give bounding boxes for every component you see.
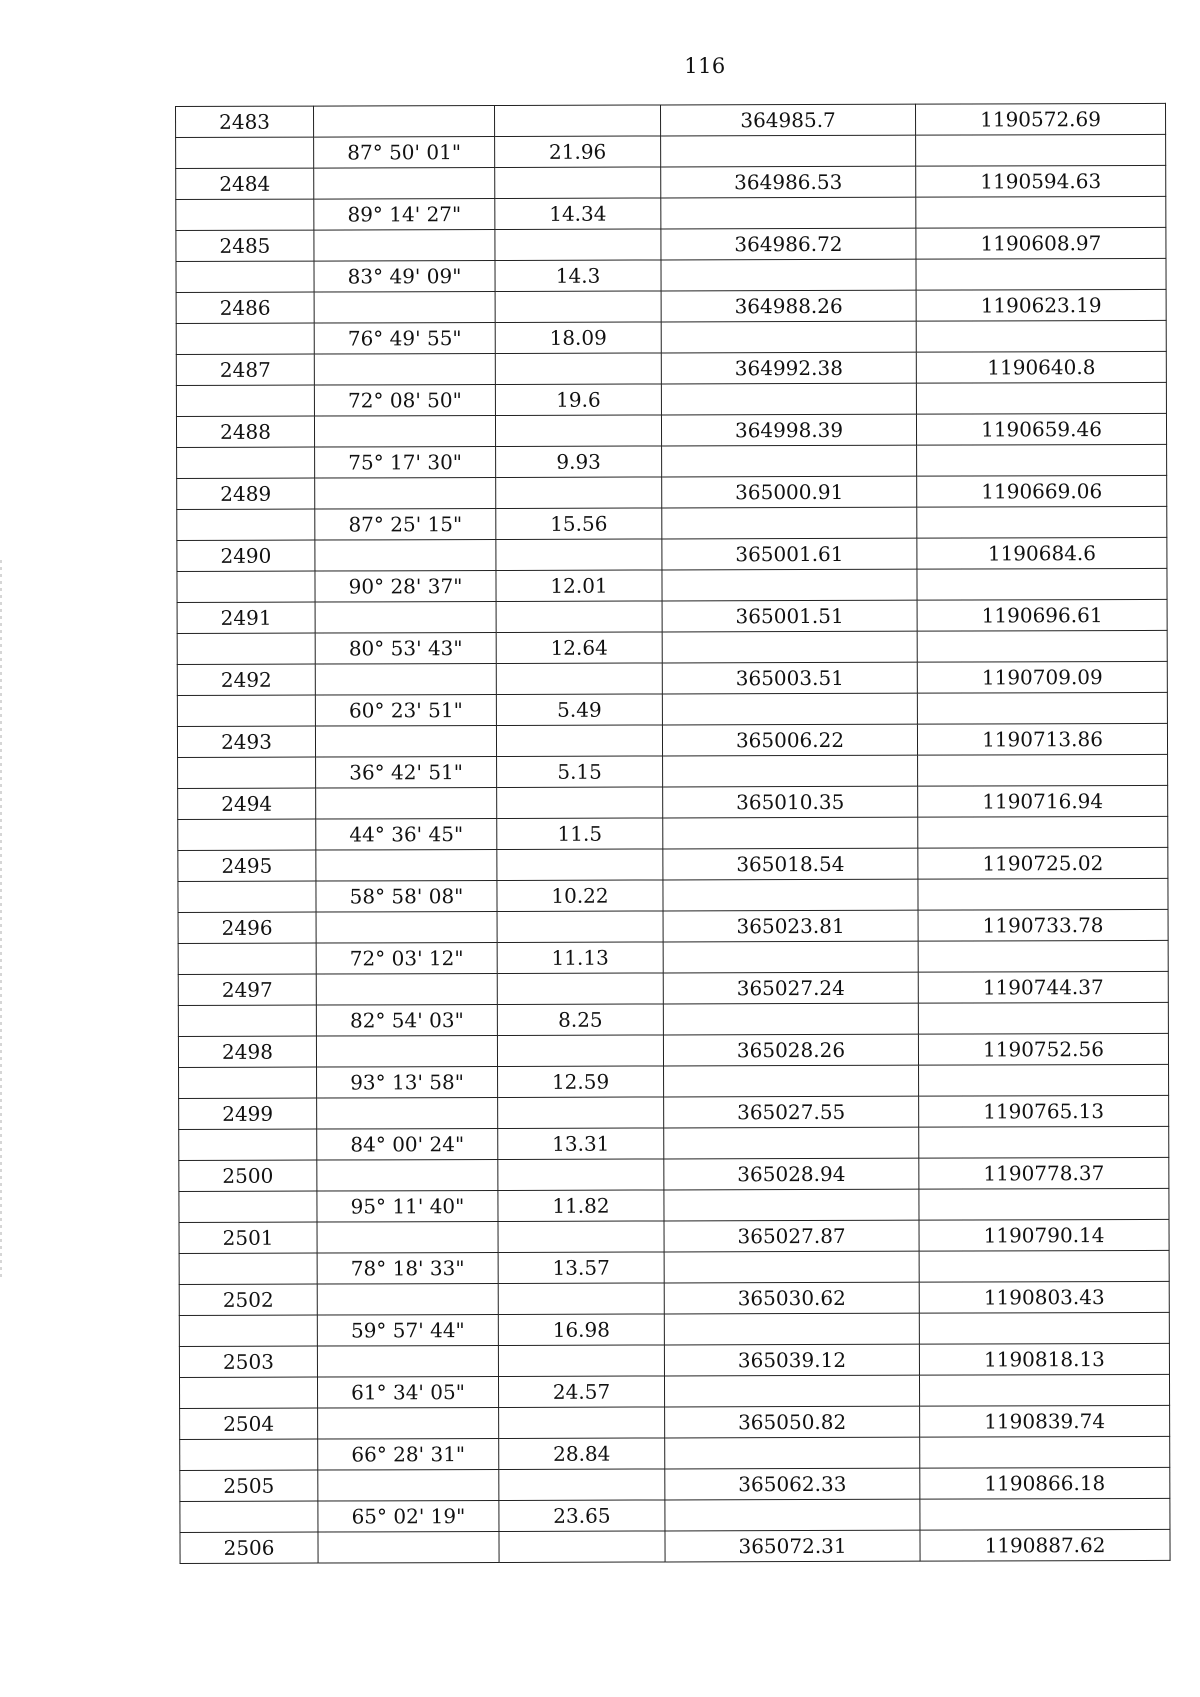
- x-coordinate-cell: [664, 1375, 919, 1407]
- y-coordinate-cell: [919, 1188, 1169, 1220]
- y-coordinate-cell: 1190659.46: [916, 413, 1166, 445]
- distance-cell: 14.34: [495, 198, 661, 230]
- bearing-angle-cell: 95° 11' 40": [317, 1190, 498, 1222]
- bearing-angle-cell: [317, 1283, 498, 1315]
- y-coordinate-cell: [918, 940, 1168, 972]
- x-coordinate-cell: [661, 135, 916, 167]
- x-coordinate-cell: 365027.55: [664, 1096, 919, 1128]
- y-coordinate-cell: 1190752.56: [918, 1033, 1168, 1065]
- segment-row: [179, 1312, 1169, 1346]
- x-coordinate-cell: [661, 197, 916, 229]
- x-coordinate-cell: 365000.91: [662, 476, 917, 508]
- y-coordinate-cell: [918, 1002, 1168, 1034]
- x-coordinate-cell: [664, 1189, 919, 1221]
- point-id-cell: 2499: [179, 1098, 317, 1129]
- bearing-angle-cell: [315, 539, 496, 571]
- coordinate-table: [175, 103, 1171, 1564]
- y-coordinate-cell: [918, 816, 1168, 848]
- point-id-cell: 2484: [176, 168, 314, 199]
- bearing-angle-cell: 60° 23' 51": [315, 694, 496, 726]
- point-id-cell: [176, 385, 314, 416]
- point-id-cell: [178, 943, 316, 974]
- point-id-cell: [179, 1253, 317, 1284]
- y-coordinate-cell: [917, 444, 1167, 476]
- y-coordinate-cell: [917, 692, 1167, 724]
- point-row: [179, 1219, 1169, 1253]
- x-coordinate-cell: 364992.38: [661, 352, 916, 384]
- bearing-angle-cell: [314, 415, 495, 447]
- bearing-angle-cell: [315, 663, 496, 695]
- bearing-angle-cell: [316, 849, 497, 881]
- point-id-cell: [176, 199, 314, 230]
- bearing-angle-cell: [317, 1097, 498, 1129]
- segment-row: [178, 754, 1168, 788]
- segment-row: [176, 196, 1166, 230]
- point-id-cell: 2483: [176, 106, 314, 137]
- point-id-cell: 2505: [180, 1470, 318, 1501]
- distance-cell: [497, 973, 663, 1005]
- x-coordinate-cell: 365072.31: [665, 1530, 920, 1562]
- distance-cell: [496, 539, 662, 571]
- distance-cell: [498, 1097, 664, 1129]
- bearing-angle-cell: 78° 18' 33": [317, 1252, 498, 1284]
- point-row: [178, 785, 1168, 819]
- x-coordinate-cell: 365028.94: [664, 1158, 919, 1190]
- y-coordinate-cell: 1190684.6: [917, 537, 1167, 569]
- y-coordinate-cell: 1190623.19: [916, 289, 1166, 321]
- point-id-cell: [177, 447, 315, 478]
- bearing-angle-cell: [315, 477, 496, 509]
- y-coordinate-cell: 1190608.97: [916, 227, 1166, 259]
- point-id-cell: [180, 1501, 318, 1532]
- point-id-cell: [179, 1067, 317, 1098]
- y-coordinate-cell: 1190778.37: [919, 1157, 1169, 1189]
- distance-cell: [497, 787, 663, 819]
- y-coordinate-cell: [917, 568, 1167, 600]
- bearing-angle-cell: 75° 17' 30": [315, 446, 496, 478]
- distance-cell: 19.6: [495, 384, 661, 416]
- bearing-angle-cell: 87° 50' 01": [314, 136, 495, 168]
- point-id-cell: 2485: [176, 230, 314, 261]
- point-id-cell: [177, 509, 315, 540]
- point-id-cell: 2503: [179, 1346, 317, 1377]
- point-id-cell: 2487: [176, 354, 314, 385]
- x-coordinate-cell: [662, 693, 917, 725]
- x-coordinate-cell: [661, 259, 916, 291]
- x-coordinate-cell: 364998.39: [661, 414, 916, 446]
- y-coordinate-cell: [916, 258, 1166, 290]
- segment-row: [179, 1188, 1169, 1222]
- point-row: [179, 1095, 1169, 1129]
- distance-cell: [496, 725, 662, 757]
- y-coordinate-cell: 1190640.8: [916, 351, 1166, 383]
- distance-cell: 11.13: [497, 942, 663, 974]
- bearing-angle-cell: [317, 1159, 498, 1191]
- y-coordinate-cell: [920, 1498, 1170, 1530]
- y-coordinate-cell: 1190594.63: [916, 165, 1166, 197]
- x-coordinate-cell: 365023.81: [663, 910, 918, 942]
- y-coordinate-cell: [918, 878, 1168, 910]
- segment-row: [176, 258, 1166, 292]
- bearing-angle-cell: 84° 00' 24": [317, 1128, 498, 1160]
- distance-cell: [497, 911, 663, 943]
- segment-row: [177, 506, 1167, 540]
- y-coordinate-cell: 1190669.06: [917, 475, 1167, 507]
- distance-cell: [499, 1407, 665, 1439]
- x-coordinate-cell: 365001.61: [662, 538, 917, 570]
- x-coordinate-cell: 365001.51: [662, 600, 917, 632]
- point-row: [179, 1343, 1169, 1377]
- table-body: [176, 103, 1171, 1563]
- point-row: [176, 351, 1166, 385]
- point-id-cell: 2493: [177, 726, 315, 757]
- bearing-angle-cell: [314, 291, 495, 323]
- point-row: [176, 165, 1166, 199]
- x-coordinate-cell: [663, 817, 918, 849]
- distance-cell: 28.84: [499, 1438, 665, 1470]
- distance-cell: [498, 1345, 664, 1377]
- distance-cell: 9.93: [496, 446, 662, 478]
- bearing-angle-cell: 44° 36' 45": [316, 818, 497, 850]
- point-id-cell: 2495: [178, 850, 316, 881]
- point-id-cell: 2488: [176, 416, 314, 447]
- x-coordinate-cell: [664, 1313, 919, 1345]
- point-id-cell: [179, 1377, 317, 1408]
- distance-cell: 14.3: [495, 260, 661, 292]
- scan-edge-artifact: [0, 560, 2, 1280]
- distance-cell: [496, 477, 662, 509]
- point-id-cell: 2506: [180, 1532, 318, 1563]
- distance-cell: 13.31: [498, 1128, 664, 1160]
- distance-cell: 16.98: [498, 1314, 664, 1346]
- distance-cell: [497, 1035, 663, 1067]
- distance-cell: [499, 1531, 665, 1563]
- x-coordinate-cell: 364988.26: [661, 290, 916, 322]
- point-row: [178, 909, 1168, 943]
- distance-cell: [499, 1469, 665, 1501]
- distance-cell: [495, 105, 661, 137]
- y-coordinate-cell: [919, 1126, 1169, 1158]
- distance-cell: 15.56: [496, 508, 662, 540]
- point-row: [180, 1405, 1170, 1439]
- y-coordinate-cell: 1190709.09: [917, 661, 1167, 693]
- bearing-angle-cell: 83° 49' 09": [314, 260, 495, 292]
- distance-cell: 21.96: [495, 136, 661, 168]
- distance-cell: 11.5: [497, 818, 663, 850]
- point-row: [177, 723, 1167, 757]
- x-coordinate-cell: 364985.7: [660, 104, 915, 136]
- y-coordinate-cell: [917, 506, 1167, 538]
- point-id-cell: [179, 1129, 317, 1160]
- distance-cell: [497, 849, 663, 881]
- bearing-angle-cell: [314, 229, 495, 261]
- segment-row: [179, 1064, 1169, 1098]
- y-coordinate-cell: 1190572.69: [915, 103, 1165, 135]
- y-coordinate-cell: 1190803.43: [919, 1281, 1169, 1313]
- y-coordinate-cell: [916, 382, 1166, 414]
- point-id-cell: 2496: [178, 912, 316, 943]
- x-coordinate-cell: [664, 1251, 919, 1283]
- distance-cell: 10.22: [497, 880, 663, 912]
- x-coordinate-cell: 365027.87: [664, 1220, 919, 1252]
- x-coordinate-cell: [664, 1127, 919, 1159]
- segment-row: [177, 692, 1167, 726]
- point-row: [179, 1281, 1169, 1315]
- y-coordinate-cell: 1190790.14: [919, 1219, 1169, 1251]
- point-row: [177, 537, 1167, 571]
- distance-cell: [495, 415, 661, 447]
- bearing-angle-cell: 72° 08' 50": [314, 384, 495, 416]
- segment-row: [176, 320, 1166, 354]
- segment-row: [180, 1498, 1170, 1532]
- point-row: [177, 599, 1167, 633]
- y-coordinate-cell: [916, 196, 1166, 228]
- point-id-cell: [179, 1315, 317, 1346]
- point-row: [178, 971, 1168, 1005]
- point-id-cell: 2497: [178, 974, 316, 1005]
- x-coordinate-cell: 364986.53: [661, 166, 916, 198]
- distance-cell: 12.64: [496, 632, 662, 664]
- bearing-angle-cell: 72° 03' 12": [316, 942, 497, 974]
- segment-row: [177, 568, 1167, 602]
- point-id-cell: [177, 633, 315, 664]
- bearing-angle-cell: [317, 1221, 498, 1253]
- segment-row: [178, 816, 1168, 850]
- distance-cell: 5.49: [496, 694, 662, 726]
- point-row: [179, 1157, 1169, 1191]
- point-id-cell: 2502: [179, 1284, 317, 1315]
- point-id-cell: 2491: [177, 602, 315, 633]
- x-coordinate-cell: 365027.24: [663, 972, 918, 1004]
- point-id-cell: 2500: [179, 1160, 317, 1191]
- bearing-angle-cell: [315, 725, 496, 757]
- distance-cell: 24.57: [498, 1376, 664, 1408]
- bearing-angle-cell: 61° 34' 05": [317, 1376, 498, 1408]
- y-coordinate-cell: 1190866.18: [920, 1467, 1170, 1499]
- distance-cell: 11.82: [498, 1190, 664, 1222]
- x-coordinate-cell: [664, 1065, 919, 1097]
- x-coordinate-cell: [661, 383, 916, 415]
- y-coordinate-cell: 1190839.74: [920, 1405, 1170, 1437]
- x-coordinate-cell: 365062.33: [665, 1468, 920, 1500]
- distance-cell: 12.01: [496, 570, 662, 602]
- segment-row: [176, 382, 1166, 416]
- x-coordinate-cell: [665, 1499, 920, 1531]
- distance-cell: [496, 663, 662, 695]
- point-id-cell: 2489: [177, 478, 315, 509]
- y-coordinate-cell: [917, 630, 1167, 662]
- bearing-angle-cell: [316, 911, 497, 943]
- segment-row: [177, 630, 1167, 664]
- segment-row: [177, 444, 1167, 478]
- distance-cell: [496, 601, 662, 633]
- y-coordinate-cell: 1190713.86: [917, 723, 1167, 755]
- point-row: [176, 227, 1166, 261]
- bearing-angle-cell: [318, 1407, 499, 1439]
- distance-cell: [495, 167, 661, 199]
- x-coordinate-cell: [663, 879, 918, 911]
- segment-row: [180, 1436, 1170, 1470]
- x-coordinate-cell: 365010.35: [663, 786, 918, 818]
- point-row: [176, 289, 1166, 323]
- y-coordinate-cell: [919, 1374, 1169, 1406]
- x-coordinate-cell: [663, 1003, 918, 1035]
- x-coordinate-cell: [662, 507, 917, 539]
- distance-cell: [495, 353, 661, 385]
- bearing-angle-cell: 82° 54' 03": [316, 1004, 497, 1036]
- segment-row: [178, 878, 1168, 912]
- point-id-cell: [178, 819, 316, 850]
- x-coordinate-cell: 365030.62: [664, 1282, 919, 1314]
- point-id-cell: [177, 695, 315, 726]
- y-coordinate-cell: 1190725.02: [918, 847, 1168, 879]
- bearing-angle-cell: [315, 601, 496, 633]
- point-id-cell: 2490: [177, 540, 315, 571]
- segment-row: [179, 1374, 1169, 1408]
- bearing-angle-cell: [314, 105, 495, 137]
- point-row: [178, 1033, 1168, 1067]
- x-coordinate-cell: 364986.72: [661, 228, 916, 260]
- bearing-angle-cell: [318, 1469, 499, 1501]
- bearing-angle-cell: 76° 49' 55": [314, 322, 495, 354]
- point-id-cell: 2501: [179, 1222, 317, 1253]
- y-coordinate-cell: [919, 1312, 1169, 1344]
- point-id-cell: 2486: [176, 292, 314, 323]
- distance-cell: [498, 1159, 664, 1191]
- y-coordinate-cell: 1190744.37: [918, 971, 1168, 1003]
- x-coordinate-cell: [662, 569, 917, 601]
- point-row: [180, 1467, 1170, 1501]
- distance-cell: 8.25: [497, 1004, 663, 1036]
- x-coordinate-cell: [663, 755, 918, 787]
- point-id-cell: [178, 757, 316, 788]
- point-row: [180, 1529, 1170, 1563]
- point-id-cell: [179, 1191, 317, 1222]
- bearing-angle-cell: 90° 28' 37": [315, 570, 496, 602]
- distance-cell: 12.59: [498, 1066, 664, 1098]
- segment-row: [178, 940, 1168, 974]
- segment-row: [176, 134, 1166, 168]
- point-id-cell: [177, 571, 315, 602]
- bearing-angle-cell: [317, 1345, 498, 1377]
- bearing-angle-cell: [316, 787, 497, 819]
- y-coordinate-cell: [919, 1064, 1169, 1096]
- x-coordinate-cell: 365018.54: [663, 848, 918, 880]
- bearing-angle-cell: 93° 13' 58": [317, 1066, 498, 1098]
- bearing-angle-cell: 89° 14' 27": [314, 198, 495, 230]
- point-row: [178, 847, 1168, 881]
- x-coordinate-cell: [665, 1437, 920, 1469]
- point-id-cell: [176, 261, 314, 292]
- bearing-angle-cell: 66° 28' 31": [318, 1438, 499, 1470]
- point-id-cell: 2492: [177, 664, 315, 695]
- x-coordinate-cell: 365006.22: [662, 724, 917, 756]
- segment-row: [179, 1126, 1169, 1160]
- bearing-angle-cell: 36° 42' 51": [316, 756, 497, 788]
- x-coordinate-cell: [663, 941, 918, 973]
- bearing-angle-cell: [314, 167, 495, 199]
- y-coordinate-cell: [918, 754, 1168, 786]
- bearing-angle-cell: 87° 25' 15": [315, 508, 496, 540]
- distance-cell: [498, 1283, 664, 1315]
- segment-row: [178, 1002, 1168, 1036]
- x-coordinate-cell: 365003.51: [662, 662, 917, 694]
- point-id-cell: 2504: [180, 1408, 318, 1439]
- distance-cell: [495, 291, 661, 323]
- bearing-angle-cell: 80° 53' 43": [315, 632, 496, 664]
- point-id-cell: [178, 1005, 316, 1036]
- bearing-angle-cell: 58° 58' 08": [316, 880, 497, 912]
- bearing-angle-cell: 65° 02' 19": [318, 1500, 499, 1532]
- y-coordinate-cell: 1190887.62: [920, 1529, 1170, 1561]
- x-coordinate-cell: [662, 631, 917, 663]
- point-id-cell: 2498: [178, 1036, 316, 1067]
- y-coordinate-cell: 1190818.13: [919, 1343, 1169, 1375]
- distance-cell: 18.09: [495, 322, 661, 354]
- bearing-angle-cell: [316, 973, 497, 1005]
- bearing-angle-cell: 59° 57' 44": [317, 1314, 498, 1346]
- bearing-angle-cell: [318, 1531, 499, 1563]
- y-coordinate-cell: [920, 1436, 1170, 1468]
- distance-cell: 13.57: [498, 1252, 664, 1284]
- point-id-cell: 2494: [178, 788, 316, 819]
- y-coordinate-cell: [916, 320, 1166, 352]
- point-row: [176, 413, 1166, 447]
- y-coordinate-cell: 1190733.78: [918, 909, 1168, 941]
- point-row: [177, 475, 1167, 509]
- distance-cell: 5.15: [497, 756, 663, 788]
- y-coordinate-cell: 1190765.13: [919, 1095, 1169, 1127]
- bearing-angle-cell: [314, 353, 495, 385]
- point-id-cell: [176, 137, 314, 168]
- point-row: [176, 103, 1166, 137]
- y-coordinate-cell: [916, 134, 1166, 166]
- point-id-cell: [178, 881, 316, 912]
- point-id-cell: [180, 1439, 318, 1470]
- segment-row: [179, 1250, 1169, 1284]
- point-row: [177, 661, 1167, 695]
- x-coordinate-cell: 365028.26: [663, 1034, 918, 1066]
- x-coordinate-cell: 365039.12: [664, 1344, 919, 1376]
- y-coordinate-cell: 1190696.61: [917, 599, 1167, 631]
- x-coordinate-cell: [661, 321, 916, 353]
- distance-cell: [498, 1221, 664, 1253]
- bearing-angle-cell: [316, 1035, 497, 1067]
- page-number: 116: [684, 54, 726, 78]
- y-coordinate-cell: 1190716.94: [918, 785, 1168, 817]
- distance-cell: [495, 229, 661, 261]
- x-coordinate-cell: [662, 445, 917, 477]
- point-id-cell: [176, 323, 314, 354]
- distance-cell: 23.65: [499, 1500, 665, 1532]
- x-coordinate-cell: 365050.82: [665, 1406, 920, 1438]
- y-coordinate-cell: [919, 1250, 1169, 1282]
